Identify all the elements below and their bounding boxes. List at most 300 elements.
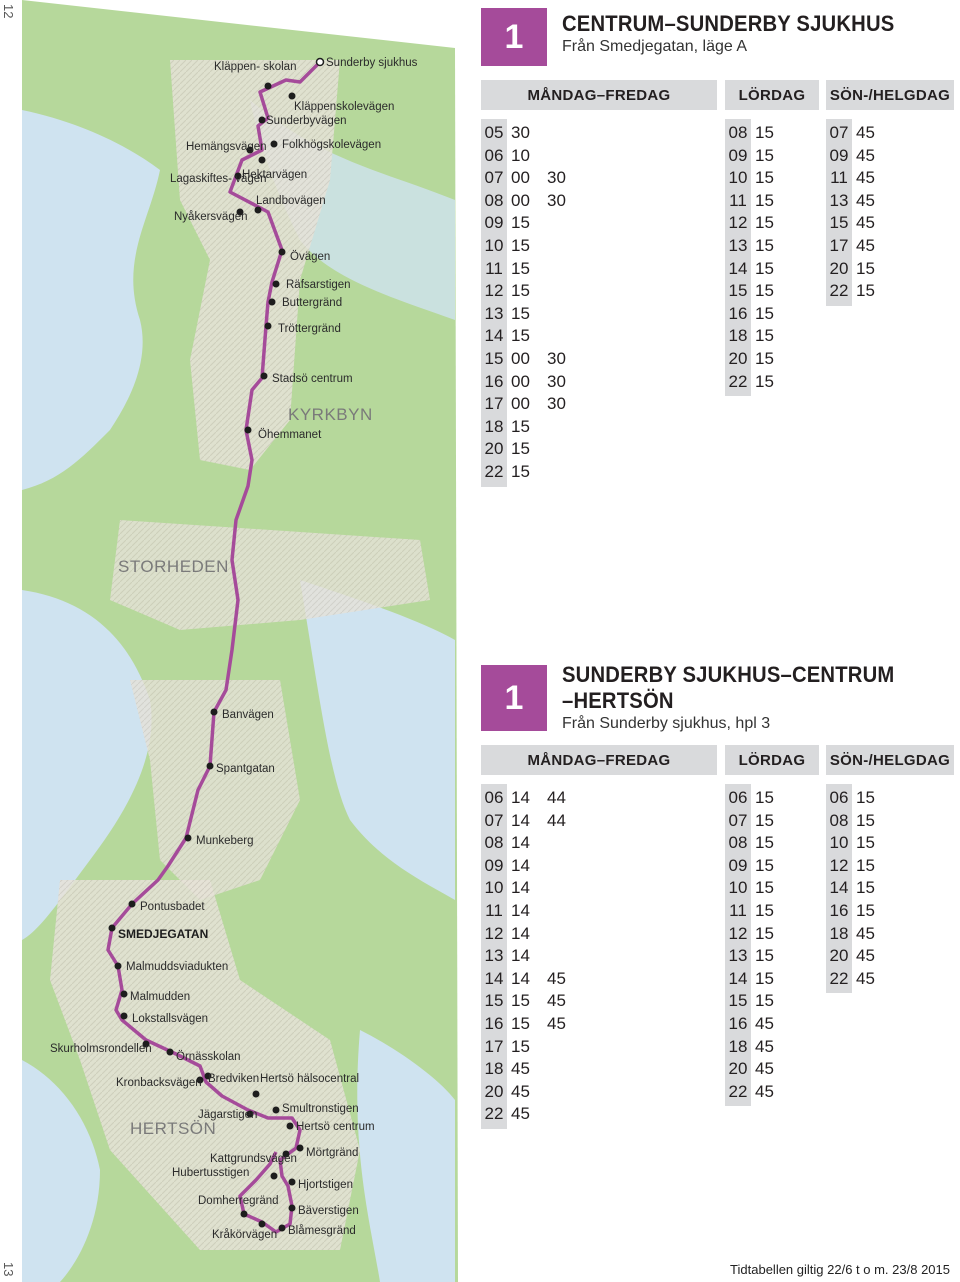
minute-cell: 45 [547, 968, 566, 988]
minute-cell: 45 [511, 1059, 530, 1079]
stop-dot [167, 1049, 174, 1056]
minute-cell: 14 [511, 810, 530, 830]
stop-sunderby-sjukhus: Sunderby sjukhus [326, 57, 418, 69]
hour-cell: 12 [728, 923, 748, 943]
minute-cell: 15 [755, 878, 774, 898]
minute-cell: 44 [547, 788, 566, 807]
validity-footer: Tidtabellen giltig 22/6 t o m. 23/8 2015 [730, 1262, 950, 1277]
stop-dot [255, 207, 262, 214]
hour-cell: 22 [728, 371, 748, 391]
minute-cell: 44 [547, 810, 566, 830]
hour-cell: 10 [728, 878, 748, 898]
timetable-row [481, 967, 579, 990]
minute-cell: 45 [856, 968, 875, 988]
timetable-row [481, 786, 579, 809]
timetable-row [481, 809, 579, 832]
stop-klappenskolevagen: Kläppenskolevägen [294, 101, 395, 113]
minute-cell: 15 [755, 349, 774, 368]
minute-cell: 15 [755, 123, 774, 142]
minute-cell: 14 [511, 968, 530, 988]
stop-hertso-halsocentral: Hertsö hälsocentral [260, 1073, 360, 1085]
timetable-row [725, 166, 787, 189]
hour-cell: 18 [484, 1059, 504, 1079]
stop-landbovagen: Landbovägen [256, 195, 326, 207]
hour-cell: 06 [484, 145, 504, 165]
stop-dot [273, 1107, 280, 1114]
timetable-row [481, 1012, 579, 1035]
stop-baverstigen: Bäverstigen [298, 1205, 359, 1217]
minute-cell: 14 [511, 788, 530, 807]
stop-malmuddsviadukten: Malmuddsviadukten [126, 961, 229, 973]
stop-dot [271, 1173, 278, 1180]
timetable-row [826, 854, 888, 877]
area-storheden: STORHEDEN [118, 557, 229, 576]
minute-cell: 45 [856, 923, 875, 943]
stop-dot [265, 83, 272, 90]
hour-cell: 14 [728, 968, 748, 988]
stop-dot [317, 59, 324, 66]
hour-cell: 15 [728, 991, 748, 1011]
timetable-row [481, 144, 543, 167]
timetable-row [481, 831, 543, 854]
hour-cell: 22 [829, 281, 849, 301]
hour-cell: 05 [484, 123, 504, 142]
timetable-row [481, 1057, 543, 1080]
minute-cell: 15 [511, 281, 530, 301]
timetable-row [725, 786, 787, 809]
hour-cell: 13 [728, 236, 748, 255]
stop-dot [185, 835, 192, 842]
timetable-row [725, 1012, 787, 1035]
minute-cell: 15 [856, 258, 875, 278]
hour-cell: 08 [728, 123, 748, 142]
minute-cell: 00 [511, 168, 530, 188]
hour-cell: 11 [485, 901, 503, 920]
stop-dot [121, 991, 128, 998]
stop-trottergrand: Tröttergränd [278, 323, 341, 335]
stop-sunderbyvagen: Sunderbyvägen [266, 115, 347, 127]
stop-dot [289, 93, 296, 100]
timetable-row [826, 809, 888, 832]
minute-cell: 14 [511, 878, 530, 898]
stop-jagarstigen: Jägarstigen [198, 1109, 258, 1121]
hour-cell: 18 [484, 416, 504, 436]
stop-rafsarstigen: Räfsarstigen [286, 279, 351, 291]
timetable-row [481, 370, 579, 393]
minute-cell: 15 [755, 236, 774, 255]
stop-ohemmanet: Öhemmanet [258, 429, 322, 441]
minute-cell: 14 [511, 855, 530, 875]
stop-hemangsvagen: Hemängsvägen [186, 141, 267, 153]
hour-cell: 13 [728, 946, 748, 966]
minute-cell: 15 [755, 968, 774, 988]
stop-spantgatan: Spantgatan [216, 763, 275, 775]
hour-cell: 06 [829, 788, 849, 807]
minute-cell: 15 [755, 190, 774, 210]
timetable-row [725, 144, 787, 167]
stop-dot [279, 249, 286, 256]
stop-dot [279, 1225, 286, 1232]
minute-cell: 15 [511, 1036, 530, 1056]
minute-cell: 45 [511, 1104, 530, 1124]
minute-cell: 10 [511, 145, 530, 165]
minute-cell: 45 [856, 236, 875, 255]
timetable-row [725, 279, 787, 302]
hour-cell: 14 [484, 326, 504, 346]
timetable-row [826, 189, 888, 212]
timetable-row [826, 944, 888, 967]
timetable-row [725, 302, 787, 325]
hour-cell: 18 [829, 923, 849, 943]
minute-cell: 15 [856, 788, 875, 807]
hour-cell: 13 [484, 303, 504, 323]
minute-cell: 45 [755, 1081, 774, 1101]
hour-cell: 20 [829, 946, 849, 966]
minute-cell: 45 [856, 190, 875, 210]
timetable2-title-line2: –HERTSÖN [562, 688, 674, 713]
hour-cell: 15 [728, 281, 748, 301]
minute-cell: 45 [755, 1059, 774, 1079]
hour-cell: 15 [484, 991, 504, 1011]
hour-cell: 07 [484, 168, 504, 188]
minute-cell: 30 [547, 168, 566, 188]
stop-domherregrand: Domherregränd [198, 1195, 279, 1207]
timetable-row [725, 211, 787, 234]
stop-banvagen: Banvägen [222, 709, 274, 721]
stop-dot [245, 427, 252, 434]
timetable-row [826, 166, 888, 189]
stop-malmudden: Malmudden [130, 991, 191, 1003]
hour-cell: 10 [484, 878, 504, 898]
minute-cell: 15 [511, 258, 530, 278]
timetable-row [481, 347, 579, 370]
hour-cell: 20 [829, 258, 849, 278]
hour-cell: 08 [829, 810, 849, 830]
hour-cell: 17 [484, 394, 504, 414]
hour-cell: 12 [484, 281, 504, 301]
minute-cell: 30 [511, 123, 530, 142]
hour-cell: 16 [728, 303, 748, 323]
hour-cell: 15 [484, 349, 504, 368]
stop-skurholmsrondellen: Skurholmsrondellen [50, 1043, 152, 1055]
minute-cell: 15 [755, 923, 774, 943]
hour-cell: 10 [484, 236, 504, 255]
hour-cell: 09 [728, 855, 748, 875]
minute-cell: 15 [755, 855, 774, 875]
minute-cell: 15 [755, 833, 774, 853]
stop-folkhogskolevagen: Folkhögskolevägen [282, 139, 382, 151]
timetable-row [481, 854, 543, 877]
minute-cell: 15 [755, 168, 774, 188]
hour-cell: 08 [728, 833, 748, 853]
minute-cell: 00 [511, 394, 530, 414]
minute-cell: 15 [511, 236, 530, 255]
minute-cell: 15 [755, 281, 774, 301]
timetable-row [725, 944, 787, 967]
timetable-row [481, 324, 543, 347]
minute-cell: 15 [755, 946, 774, 966]
stop-dot [261, 373, 268, 380]
minute-cell: 15 [856, 281, 875, 301]
minute-cell: 15 [755, 810, 774, 830]
timetable-row [725, 1080, 787, 1103]
stop-dot [273, 281, 280, 288]
hour-cell: 11 [485, 258, 503, 278]
stop-buttergrand: Buttergränd [282, 297, 343, 309]
hour-cell: 20 [484, 439, 504, 459]
stop-dot [121, 1013, 128, 1020]
timetable-row [826, 786, 888, 809]
stop-dot [109, 925, 116, 932]
timetable-row [826, 967, 888, 990]
route-number-badge: 1 [481, 665, 547, 731]
timetable2-subtitle: Från Sunderby sjukhus, hpl 3 [562, 715, 771, 732]
timetable-row [481, 1035, 543, 1058]
timetable-row [481, 1080, 543, 1103]
timetable-row [725, 189, 787, 212]
timetable-row [725, 257, 787, 280]
hour-cell: 22 [728, 1081, 748, 1101]
stop-hertso-centrum: Hertsö centrum [296, 1121, 375, 1133]
stop-stadso-centrum: Stadsö centrum [272, 373, 353, 385]
minute-cell: 00 [511, 190, 530, 210]
hour-cell: 09 [484, 213, 504, 233]
hour-cell: 22 [484, 1104, 504, 1124]
timetable-row [481, 302, 543, 325]
stop-dot [271, 141, 278, 148]
hour-cell: 18 [728, 326, 748, 346]
area-hertson: HERTSÖN [130, 1119, 217, 1138]
timetable-row [481, 415, 543, 438]
hour-cell: 16 [829, 901, 849, 920]
minute-cell: 15 [511, 303, 530, 323]
hour-cell: 12 [829, 855, 849, 875]
stop-dot [241, 1211, 248, 1218]
minute-cell: 15 [755, 326, 774, 346]
timetable-row [481, 234, 543, 257]
stop-dot [211, 709, 218, 716]
timetable-row [826, 121, 888, 144]
timetable-row [725, 967, 787, 990]
minute-cell: 14 [511, 923, 530, 943]
page-number-top: 12 [1, 4, 16, 19]
stop-dot [265, 323, 272, 330]
timetable-row [481, 437, 543, 460]
hour-cell: 07 [829, 123, 849, 142]
minute-cell: 15 [511, 991, 530, 1011]
minute-cell: 14 [511, 946, 530, 966]
minute-cell: 15 [856, 810, 875, 830]
stop-dot [259, 117, 266, 124]
minute-cell: 15 [755, 303, 774, 323]
minute-cell: 15 [856, 833, 875, 853]
stop-dot [253, 1091, 260, 1098]
stop-dot [289, 1179, 296, 1186]
timetable-row [725, 854, 787, 877]
minute-cell: 14 [511, 901, 530, 920]
timetable2-header-sunday: SÖN-/HELGDAG [826, 745, 954, 775]
timetable-row [481, 166, 579, 189]
timetable-row [481, 922, 543, 945]
minute-cell: 45 [856, 213, 875, 233]
timetable-row [826, 899, 888, 922]
hour-cell: 09 [728, 145, 748, 165]
stop-lagaskiftesvagen: Lagaskiftes- vägen [170, 173, 267, 185]
minute-cell: 15 [755, 258, 774, 278]
area-kyrkbyn: KYRKBYN [288, 405, 373, 424]
hour-cell: 16 [484, 371, 504, 391]
minute-cell: 30 [547, 349, 566, 368]
minute-cell: 30 [547, 190, 566, 210]
timetable-row [481, 392, 579, 415]
timetable-row [826, 922, 888, 945]
hour-cell: 20 [484, 1081, 504, 1101]
minute-cell: 45 [547, 991, 566, 1011]
timetable-row [481, 257, 543, 280]
timetable-row [826, 144, 888, 167]
route-number-badge: 1 [481, 8, 547, 66]
timetable1-subtitle: Från Smedjegatan, läge A [562, 38, 748, 55]
timetable-row [481, 989, 579, 1012]
stop-pontusbadet: Pontusbadet [140, 901, 205, 913]
minute-cell: 45 [856, 946, 875, 966]
minute-cell: 15 [856, 901, 875, 920]
hour-cell: 08 [484, 833, 504, 853]
timetable-row [481, 211, 543, 234]
stop-dot [259, 1221, 266, 1228]
timetable-row [481, 189, 579, 212]
timetable-row [481, 121, 543, 144]
minute-cell: 00 [511, 371, 530, 391]
timetable-row [725, 121, 787, 144]
timetable-row [725, 876, 787, 899]
hour-cell: 09 [484, 855, 504, 875]
hour-cell: 07 [484, 810, 504, 830]
timetable-row [725, 234, 787, 257]
minute-cell: 15 [511, 1014, 530, 1033]
stop-hektarvagen: Hektarvägen [242, 169, 308, 181]
timetable-row [725, 324, 787, 347]
minute-cell: 45 [856, 168, 875, 188]
timetable1-header-sunday: SÖN-/HELGDAG [826, 80, 954, 110]
timetable-row [725, 1035, 787, 1058]
hour-cell: 14 [829, 878, 849, 898]
timetable-row [826, 279, 888, 302]
hour-cell: 16 [728, 1014, 748, 1033]
hour-cell: 08 [484, 190, 504, 210]
stop-krakorvagen: Kråkörvägen [212, 1229, 278, 1241]
timetable-row [826, 831, 888, 854]
minute-cell: 15 [755, 213, 774, 233]
minute-cell: 30 [547, 394, 566, 414]
stop-kronbacksvagen: Kronbacksvägen [116, 1077, 202, 1089]
timetable-row [481, 944, 543, 967]
hour-cell: 12 [728, 213, 748, 233]
hour-cell: 06 [484, 788, 504, 807]
timetable-row [826, 234, 888, 257]
hour-cell: 06 [728, 788, 748, 807]
minute-cell: 15 [511, 416, 530, 436]
timetable-row [725, 809, 787, 832]
page-number-bottom: 13 [1, 1262, 16, 1277]
timetable2-title-line1: SUNDERBY SJUKHUS–CENTRUM [562, 662, 895, 687]
stop-mortgrand: Mörtgränd [306, 1147, 359, 1159]
minute-cell: 15 [511, 326, 530, 346]
hour-cell: 20 [728, 349, 748, 368]
minute-cell: 45 [755, 1014, 774, 1033]
minute-cell: 45 [856, 145, 875, 165]
hour-cell: 14 [728, 258, 748, 278]
timetable-row [826, 211, 888, 234]
minute-cell: 45 [856, 123, 875, 142]
hour-cell: 20 [728, 1059, 748, 1079]
stop-ovagen: Övägen [290, 251, 331, 263]
hour-cell: 10 [728, 168, 748, 188]
stop-hjortstigen: Hjortstigen [298, 1179, 353, 1191]
hour-cell: 10 [829, 833, 849, 853]
minute-cell: 15 [755, 788, 774, 807]
hour-cell: 17 [484, 1036, 504, 1056]
minute-cell: 30 [547, 371, 566, 391]
minute-cell: 15 [755, 145, 774, 165]
stop-blamesgrand: Blåmesgränd [288, 1225, 356, 1237]
hour-cell: 15 [829, 213, 849, 233]
minute-cell: 45 [511, 1081, 530, 1101]
timetable2-header-saturday: LÖRDAG [725, 745, 819, 775]
hour-cell: 11 [729, 901, 747, 920]
minute-cell: 15 [511, 462, 530, 481]
stop-munkeberg: Munkeberg [196, 835, 254, 847]
minute-cell: 15 [511, 213, 530, 233]
minute-cell: 14 [511, 833, 530, 853]
hour-cell: 22 [484, 462, 504, 481]
timetable-row [725, 370, 787, 393]
timetable-row [481, 1102, 543, 1125]
hour-cell: 13 [484, 946, 504, 966]
stop-dot [287, 1123, 294, 1130]
stop-smedjegatan: SMEDJEGATAN [118, 927, 209, 941]
timetable1-header-weekday: MÅNDAG–FREDAG [481, 80, 717, 110]
stop-dot [207, 763, 214, 770]
stop-dot [115, 963, 122, 970]
minute-cell: 15 [755, 991, 774, 1011]
hour-cell: 16 [484, 1014, 504, 1033]
hour-cell: 18 [728, 1036, 748, 1056]
timetable-row [725, 989, 787, 1012]
timetable-row [826, 876, 888, 899]
timetable-row [725, 347, 787, 370]
stop-dot [129, 901, 136, 908]
stop-dot [269, 299, 276, 306]
timetable-row [481, 460, 543, 483]
minute-cell: 15 [511, 439, 530, 459]
hour-cell: 11 [729, 190, 747, 210]
minute-cell: 15 [856, 878, 875, 898]
stop-kattgrundsvagen: Kattgrundsvägen [210, 1153, 297, 1165]
stop-klappenskolan: Kläppen- skolan [214, 61, 297, 73]
timetable1-title: CENTRUM–SUNDERBY SJUKHUS [562, 11, 895, 36]
hour-cell: 12 [484, 923, 504, 943]
minute-cell: 15 [755, 371, 774, 391]
hour-cell: 07 [728, 810, 748, 830]
stop-lokstallsvagen: Lokstallsvägen [132, 1013, 209, 1025]
stop-dot [297, 1145, 304, 1152]
stop-hubertusstigen: Hubertusstigen [172, 1167, 250, 1179]
minute-cell: 45 [755, 1036, 774, 1056]
timetable-row [481, 876, 543, 899]
timetable-row [826, 257, 888, 280]
stop-dot [289, 1205, 296, 1212]
